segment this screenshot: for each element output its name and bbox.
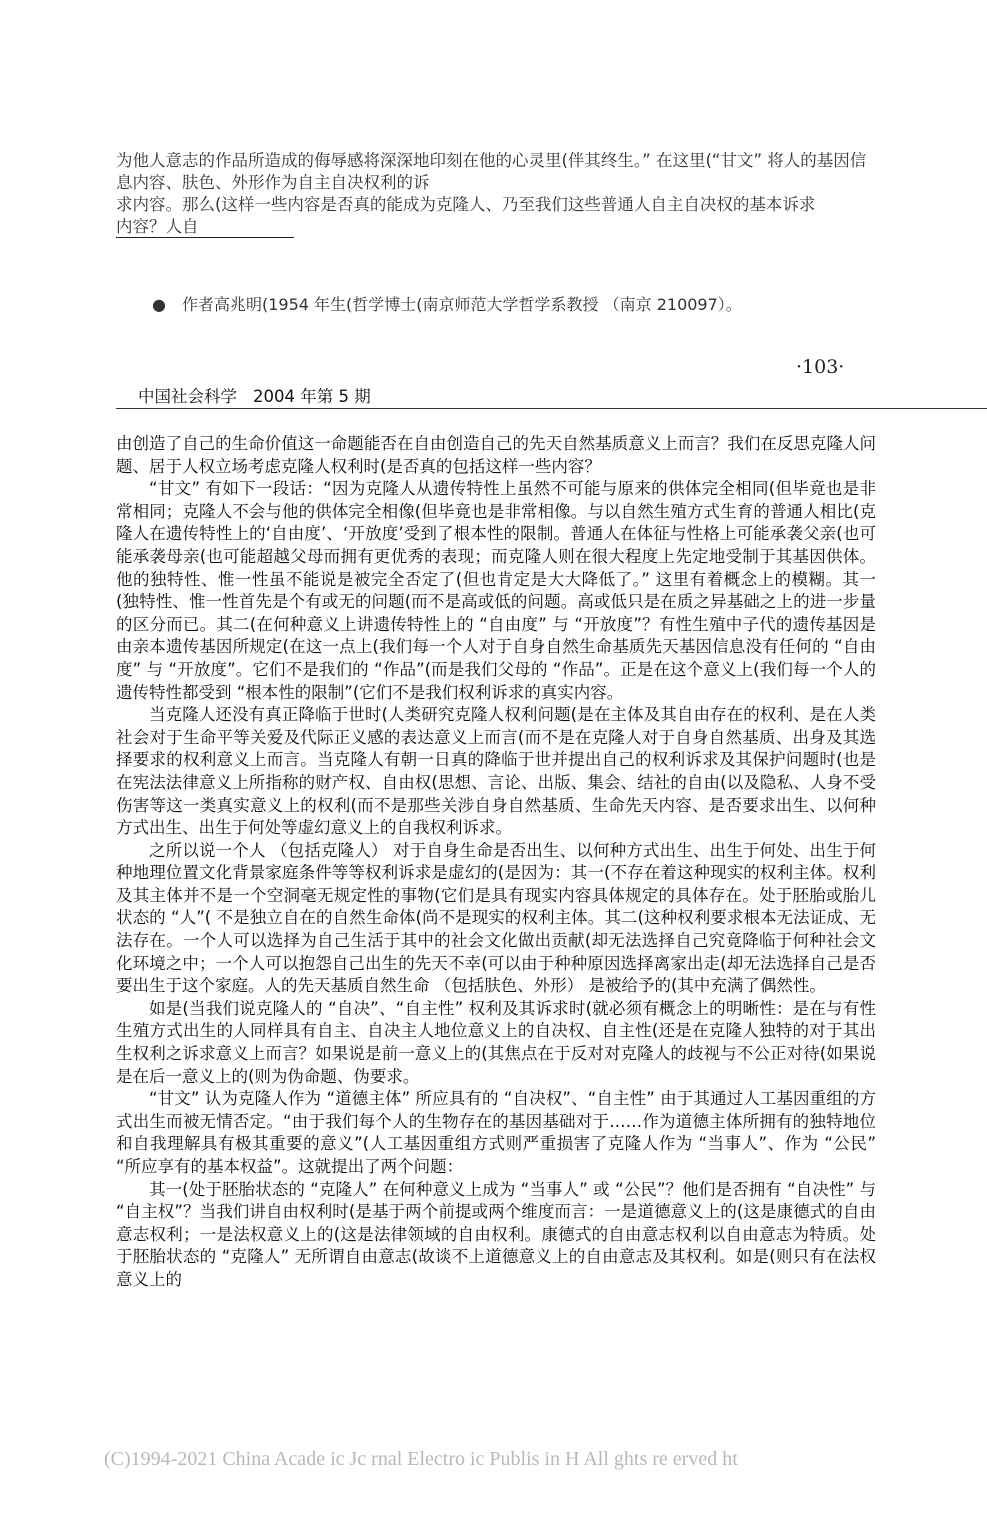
continuation-underlined-line: 内容？人自 — [116, 216, 294, 238]
continuation-line: 求内容。那么(这样一些内容是否真的能成为克隆人、乃至我们这些普通人自主自决权的基本诉求 — [116, 195, 816, 214]
body-paragraph: “甘文” 认为克隆人作为 “道德主体” 所应具有的 “自决权”、“自主性” 由于其通过人工基因重组的方式出生而被无情否定。“由于我们每个人的生物存在的基因基础对于……作为道德主体所拥有的独特地位和自我理解具有极其重要的意义”(人工基因重组方式则严重损害了克隆人作为 “当事人”、作为 “公民” “所应享有的基本权益”。这就提出了两个问题： — [116, 1089, 876, 1176]
copyright-watermark: (C)1994-2021 China Acade ic Jc rnal Electro ic Publis in H All ghts re erved ht — [104, 1448, 738, 1470]
journal-name: 中国社会科学 — [138, 387, 237, 406]
body-paragraph: 由创造了自己的生命价值这一命题能否在自由创造自己的先天自然基质意义上而言？我们在反思克隆人问题、居于人权立场考虑克隆人权利时(是否真的包括这样一些内容？ — [116, 434, 876, 476]
continuation-line: 为他人意志的作品所造成的侮辱感将深深地印刻在他的心灵里(伴其终生。” 在这里(“甘文” 将人的基因信息内容、肤色、外形作为自主自决权利的诉 — [116, 151, 867, 192]
author-footnote — [152, 294, 742, 316]
body-paragraph: 之所以说一个人 （包括克隆人） 对于自身生命是否出生、以何种方式出生、出生于何处、出生于何种地理位置文化背景家庭条件等等权利诉求是虚幻的(是因为：其一(不存在着这种现实的权利主体。权利及其主体并不是一个空洞毫无规定性的事物(它们是具有现实内容具体规定的具体存在。处于胚胎或胎儿状态的 “人”( 不是独立自在的自然生命体(尚不是现实的权利主体。其二(这种权利要求根本无法证成、无法存在。一个人可以选择为自己生活于其中的社会文化做出贡献(却无法选择自己究竟降临于何种社会文化环境之中；一个人可以抱怨自己出生的先天不幸(可以由于种种原因选择离家出走(却无法选择自己是否要出生于这个家庭。人的先天基质自然生命 （包括肤色、外形） 是被给予的(其中充满了偶然性。 — [116, 840, 876, 996]
journal-header — [138, 383, 371, 407]
header-divider — [116, 408, 987, 409]
footnote-text: 作者高兆明(1954 年生(哲学博士(南京师范大学哲学系教授 （南京 210097）。 — [182, 295, 742, 314]
body-paragraph: 如是(当我们说克隆人的 “自决”、“自主性” 权利及其诉求时(就必须有概念上的明晰性：是在与有性生殖方式出生的人同样具有自主、自决主人地位意义上的自决权、自主性(还是在克隆人独特的对于其出生权利之诉求意义上而言？如果说是前一意义上的(其焦点在于反对对克隆人的歧视与不公正对待(如果说是在后一意义上的(则为伪命题、伪要求。 — [116, 998, 876, 1086]
journal-issue: 2004 年第 5 期 — [253, 387, 371, 406]
previous-page-continuation — [116, 150, 872, 238]
body-paragraph: 当克隆人还没有真正降临于世时(人类研究克隆人权利问题(是在主体及其自由存在的权利、是在人类社会对于生命平等关爱及代际正义感的表达意义上而言(而不是在克隆人对于自身自然基质、出身及其选择要求的权利意义上而言。当克隆人有朝一日真的降临于世并提出自己的权利诉求及其保护问题时(也是在宪法法律意义上所指称的财产权、自由权(思想、言论、出版、集会、结社的自由(以及隐私、人身不受伤害等这一类真实意义上的权利(而不是那些关涉自身自然基质、生命先天内容、是否要求出生、以何种方式出生、出生于何处等虚幻意义上的自我权利诉求。 — [116, 705, 876, 838]
footnote-bullet: ● — [152, 295, 166, 314]
article-body — [116, 433, 876, 1292]
page-number: ·103· — [796, 356, 845, 378]
body-paragraph: 其一(处于胚胎状态的 “克隆人” 在何种意义上成为 “当事人” 或 “公民”？他们是否拥有 “自决性” 与 “自主权”？当我们讲自由权利时(是基于两个前提或两个维度而言：一是道德意义上的(这是康德式的自由意志权利；一是法权意义上的(这是法律领域的自由权利。康德式的自由意志权利以自由意志为特质。处于胚胎状态的 “克隆人” 无所谓自由意志(故谈不上道德意义上的自由意志及其权利。如是(则只有在法权意义上的 — [116, 1179, 876, 1289]
body-paragraph: “甘文” 有如下一段话：“因为克隆人从遗传特性上虽然不可能与原来的供体完全相同(但毕竟也是非常相同；克隆人不会与他的供体完全相像(但毕竟也是非常相像。与以自然生殖方式生育的普通人相比(克隆人在遗传特性上的‘自由度’、‘开放度’受到了根本性的限制。普通人在体征与性格上可能承袭父亲(也可能承袭母亲(也可能超越父母而拥有更优秀的表现；而克隆人则在很大程度上先定地受制于其基因供体。他的独特性、惟一性虽不能说是被完全否定了(但也肯定是大大降低了。” 这里有着概念上的模糊。其一(独特性、惟一性首先是个有或无的问题(而不是高或低的问题。高或低只是在质之异基础之上的进一步量的区分而已。其二(在何种意义上讲遗传特性上的 “自由度” 与 “开放度”？有性生殖中子代的遗传基因是由亲本遗传基因所规定(在这一点上(我们每一个人对于自身自然生命基质先天基因信息没有任何的 “自由度” 与 “开放度”。它们不是我们的 “作品”(而是我们父母的 “作品”。正是在这个意义上(我们每一个人的遗传特性都受到 “根本性的限制”(它们不是我们权利诉求的真实内容。 — [116, 479, 876, 702]
